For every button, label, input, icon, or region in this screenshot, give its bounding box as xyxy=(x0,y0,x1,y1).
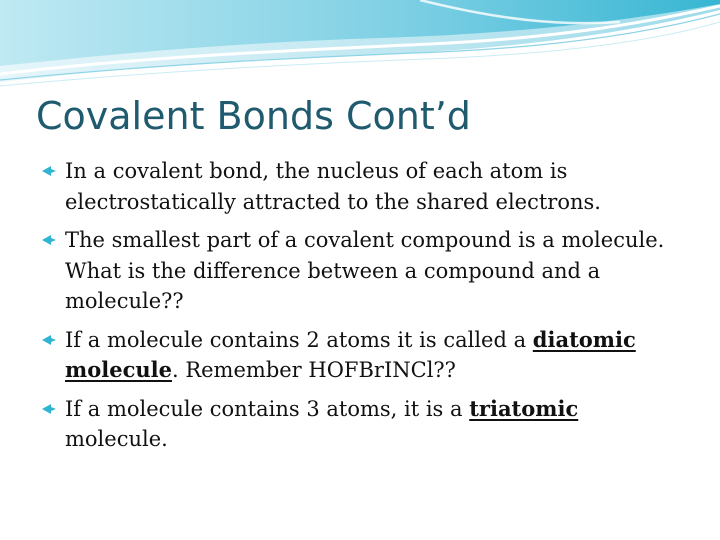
decorative-wave-header xyxy=(0,0,720,90)
bullet-text: If a molecule contains 3 atoms, it is a xyxy=(65,396,470,421)
droplet-arrow-icon xyxy=(42,403,56,415)
bullet-text: The smallest part of a covalent compound is a molecule. What is the difference between a compound and a molecule?? xyxy=(65,228,665,313)
slide-title: Covalent Bonds Cont’d xyxy=(36,94,471,138)
bullet-text: . Remember HOFBrINCl?? xyxy=(171,358,456,382)
bullet-text: In a covalent bond, the nucleus of each atom is electrostatically attracted to the shared electrons. xyxy=(65,159,601,214)
droplet-arrow-icon xyxy=(42,234,56,246)
bullet-text: If a molecule contains 2 atoms it is called a xyxy=(65,327,533,352)
bullet-list xyxy=(44,156,684,463)
bullet-item xyxy=(44,394,684,455)
bullet-item xyxy=(44,225,684,317)
droplet-arrow-icon xyxy=(42,334,56,346)
bullet-text: molecule. xyxy=(65,427,168,451)
emphasis-term: triatomic xyxy=(469,395,579,421)
bullet-item xyxy=(44,156,684,217)
droplet-arrow-icon xyxy=(42,165,56,177)
emphasis-term: diatomic molecule xyxy=(65,326,636,382)
bullet-item xyxy=(44,325,684,386)
